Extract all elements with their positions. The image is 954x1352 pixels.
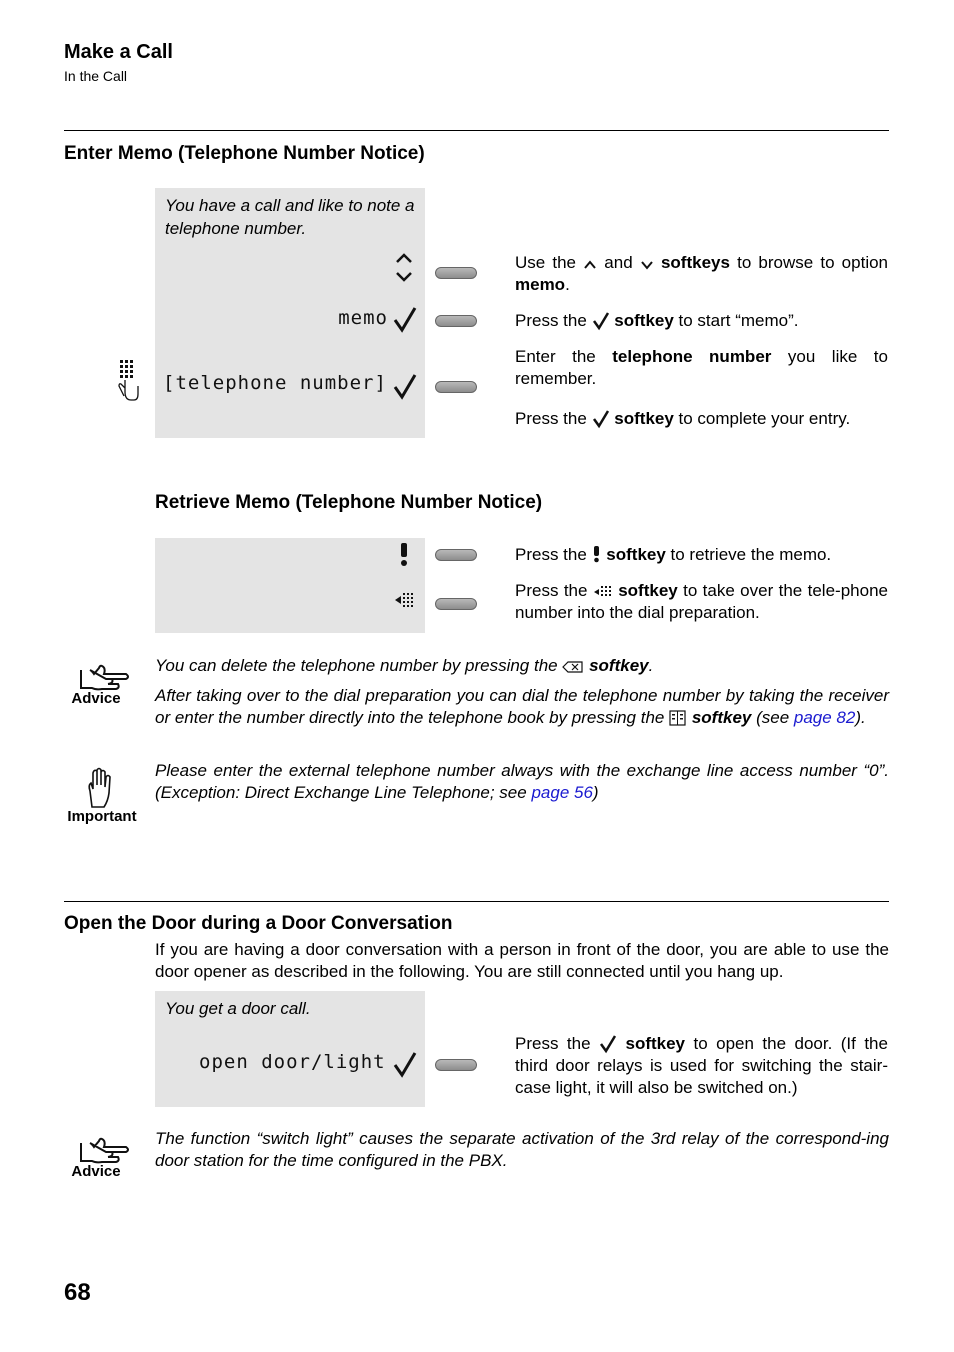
advice-label: Advice [71,690,121,707]
open-door-intro: If you are having a door conversation with a person in front of the door, you are able to use the door opener as described in the following. You are still connected until you hang up. [155,940,889,981]
section-divider [64,130,889,131]
check-icon [393,1051,417,1077]
exclamation-icon [398,542,410,568]
page-number: 68 [64,1279,91,1306]
important-note: Please enter the external telephone number always with the exchange line access number “0”. (Exception: Direct Exchange Line Telephone; see page 56) [155,761,889,802]
instruction-enter-number: Enter the telephone number you like to remember. [515,347,888,388]
display-panel-retrieve-memo [155,538,425,633]
important-label: Important [67,808,137,825]
instruction-take-over: Press the softkey to take over the tele-phone number into the dial preparation. [515,581,888,622]
softkey-6[interactable] [435,1059,477,1071]
softkey-2[interactable] [435,315,477,327]
panel-caption: You have a call and like to note a telephone number. [165,196,415,238]
check-icon [592,409,610,427]
page-82-link[interactable]: page 82 [793,708,856,727]
instruction-start-memo: Press the softkey to start “memo”. [515,311,799,330]
instruction-browse: Use the and softkeys to browse to option memo. [515,253,889,294]
page-56-link[interactable]: page 56 [531,783,593,802]
instruction-retrieve: Press the softkey to retrieve the memo. [515,545,832,564]
dial-transfer-icon [593,585,613,599]
keypad-hand-icon [116,358,142,404]
section-heading-enter-memo: Enter Memo (Telephone Number Notice) [64,143,425,164]
instruction-complete-entry: Press the softkey to complete your entry. [515,409,851,428]
instruction-open-door: Press the softkey to open the door. (If the third door relays is used for switching the stair-case light, it will also be switched on.) [515,1034,888,1097]
advice-note-switch-light: The function “switch light” causes the separate activation of the 3rd relay of the correspond-ing door station for the time configured in the PBX. [155,1129,889,1170]
display-panel-enter-memo [155,188,425,438]
check-icon [393,306,417,332]
dial-transfer-icon [394,590,418,610]
lcd-memo-label: memo [338,307,388,329]
softkey-3[interactable] [435,381,477,393]
phonebook-icon [669,710,687,726]
advice-pointing-hand-icon [78,1135,130,1165]
up-arrow-icon [583,259,597,271]
up-down-arrows-icon [393,251,415,287]
check-icon [592,311,610,329]
page-header-title: Make a Call [64,41,173,63]
important-raised-hand-icon [84,767,116,809]
softkey-1[interactable] [435,267,477,279]
panel-caption: You get a door call. [165,999,311,1018]
section-divider [64,901,889,902]
section-heading-retrieve-memo: Retrieve Memo (Telephone Number Notice) [155,492,543,513]
check-icon [393,373,417,399]
advice-label: Advice [71,1163,121,1180]
softkey-4[interactable] [435,549,477,561]
section-heading-open-door: Open the Door during a Door Conversation [64,913,453,934]
down-arrow-icon [640,259,654,271]
advice-note-delete: You can delete the telephone number by pressing the softkey. [155,656,654,675]
display-panel-door [155,991,425,1107]
exclamation-icon [592,545,602,563]
page-header-subtitle: In the Call [64,68,128,84]
delete-icon [562,660,584,674]
lcd-open-door-light: open door/light [199,1051,386,1073]
lcd-telephone-number: [telephone number] [163,372,387,394]
softkey-5[interactable] [435,598,477,610]
advice-pointing-hand-icon [78,662,130,692]
advice-note-dial: After taking over to the dial preparation you can dial the telephone number by taking the receiver or enter the number directly into the telephone book by pressing the softkey (see page 82). [155,686,889,727]
check-icon [599,1034,617,1052]
